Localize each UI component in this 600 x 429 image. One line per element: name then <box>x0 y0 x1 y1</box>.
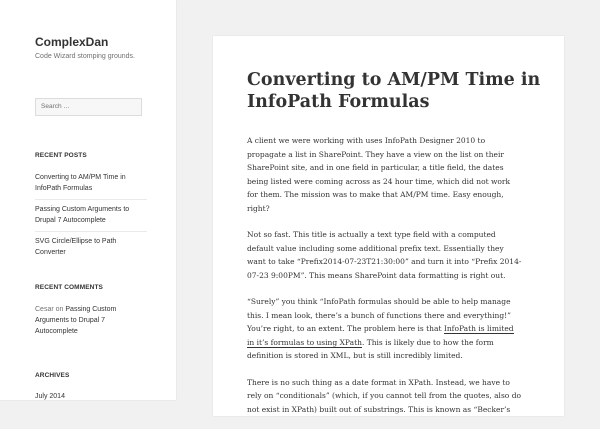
list-item <box>35 231 147 263</box>
site-description: Code Wizard stomping grounds. <box>35 53 135 60</box>
recent-posts-heading: RECENT POSTS <box>35 152 87 159</box>
comment-on: on <box>55 306 64 313</box>
sidebar <box>0 0 176 400</box>
recent-comments-list <box>35 304 147 342</box>
post-paragraph: Not so fast. This title is actually a text type field with a computed default value including some additional prefix text. Essentially they want to take “Prefix2014-07-23T21:30:00” and turn it into “Prefix 2014-07-23 9:00PM”. This means SharePoint data formatting is right out. <box>247 230 522 280</box>
list-item <box>35 304 147 342</box>
post-paragraph: There is no such thing as a date format in XPath. Instead, we have to rely on “conditionals” (which, if you cannot tell from the quotes, also do not exist in XPath) built out of substrings. This is known as “Becker’s <box>247 377 522 414</box>
archives-list <box>35 391 147 407</box>
comment-author: Cesar <box>35 306 54 313</box>
paragraph-text: . This is likely due to how the form definition is stored in XML, but is still incredibly limited. <box>247 337 494 360</box>
recent-post-link[interactable]: Converting to AM/PM Time in InfoPath Formulas <box>35 174 126 192</box>
recent-post-link[interactable]: Passing Custom Arguments to Drupal 7 Autocomplete <box>35 206 130 224</box>
infopath-xpath-link[interactable]: InfoPath is limited in it’s formulas to using XPath <box>247 324 514 347</box>
post-body <box>247 134 522 429</box>
site-title[interactable]: ComplexDan <box>35 35 109 49</box>
recent-posts-list <box>35 172 147 263</box>
main-content <box>213 36 564 416</box>
list-item <box>35 199 147 231</box>
post-title[interactable]: Converting to AM/PM Time in InfoPath Formulas <box>247 70 541 112</box>
post-paragraph: A client we were working with uses InfoPath Designer 2010 to propagate a list in SharePoint. They have a view on the list on their SharePoint site, and in one field in particular, a title field, the dates being listed were coming across as 24 hour time, which did not work for them. The mission was to make that AM/PM time. Easy enough, right? <box>247 136 511 213</box>
paragraph-text: “Surely” you think “InfoPath formulas should be able to help manage this. I mean look, there’s a bunch of functions there and everything!” You’re right, to an extent. The problem here is that <box>247 297 511 333</box>
archives-heading: ARCHIVES <box>35 372 70 379</box>
recent-comments-heading: RECENT COMMENTS <box>35 284 103 291</box>
list-item <box>35 172 147 199</box>
comment-post-link[interactable]: Passing Custom Arguments to Drupal 7 Autocomplete <box>35 306 117 335</box>
post-paragraph <box>247 295 522 363</box>
search-input[interactable]: Search … <box>35 98 142 116</box>
recent-post-link[interactable]: SVG Circle/Ellipse to Path Converter <box>35 238 117 256</box>
archive-link[interactable]: July 2014 <box>35 393 65 400</box>
list-item <box>35 391 147 407</box>
